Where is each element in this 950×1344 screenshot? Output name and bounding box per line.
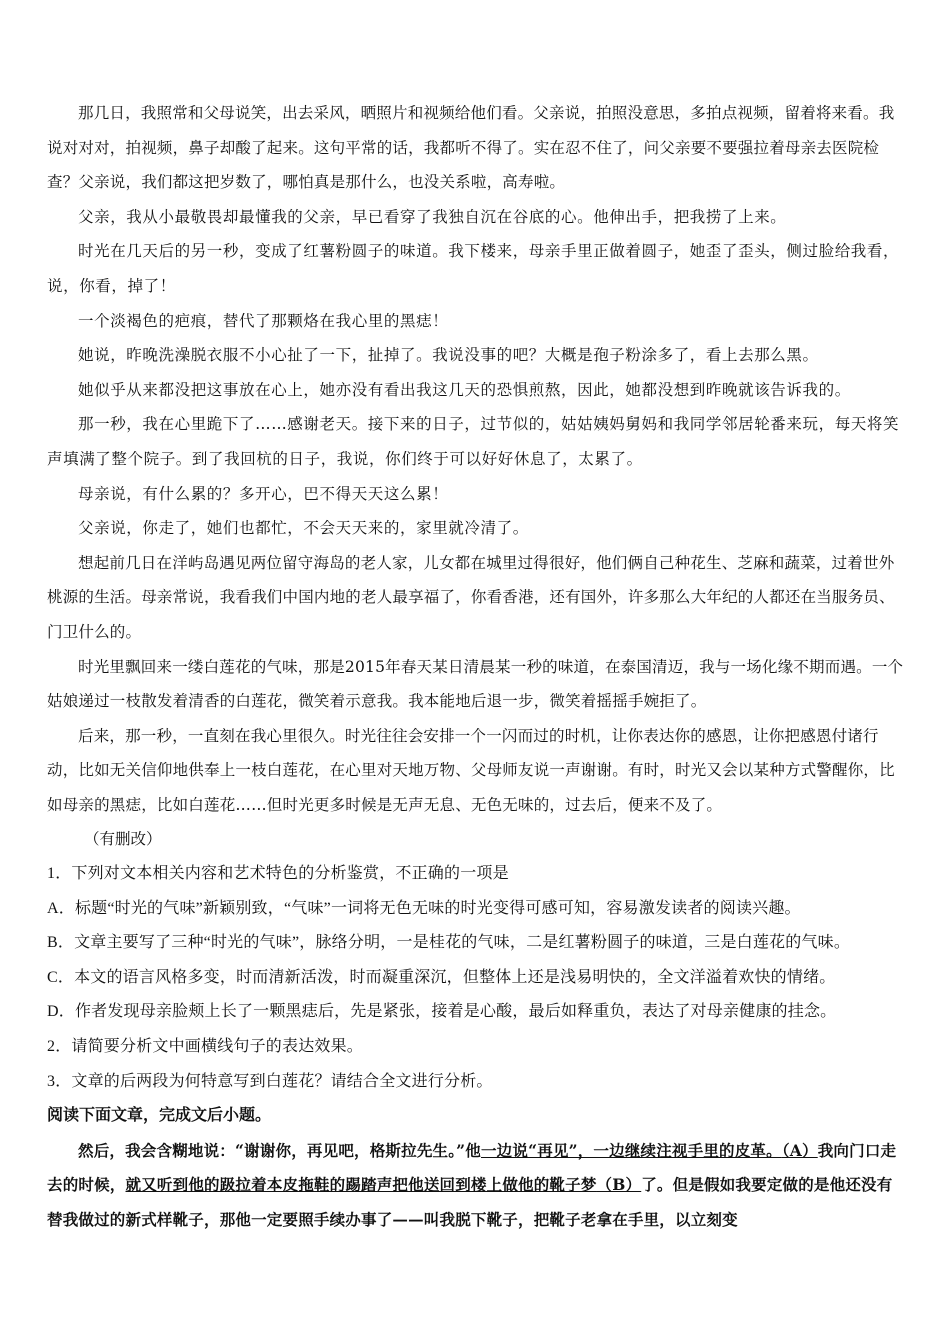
paragraph-11: 时光里飘回来一缕白莲花的气味，那是2015年春天某日清晨某一秒的味道，在泰国清迈，我与一场化缘不期而遇。一个姑娘递过一枝散发着清香的白莲花，微笑着示意我。我本能地后退一步，微笑着摇摇手婉拒了。 bbox=[47, 657, 904, 711]
question-1-option-c: C．本文的语言风格多变，时而清新活泼，时而凝重深沉，但整体上还是浅易明快的，全文洋溢着欢快的情绪。 bbox=[47, 968, 836, 986]
paragraph-12: 后来，那一秒，一直刻在我心里很久。时光往往会安排一个一闪而过的时机，让你表达你的感恩，让你把感恩付诸行动，比如无关信仰地供奉上一枝白莲花，在心里对天地万物、父母师友说一声谢谢。有时，时光又会以某种方式警醒你，比如母亲的黑痣，比如白莲花……但时光更多时候是无声无息、无色无味的，过去后，便来不及了。 bbox=[47, 726, 895, 814]
paragraph-4: 一个淡褐色的疤痕，替代了那颗烙在我心里的黑痣！ bbox=[78, 311, 449, 330]
question-1-option-b: B．文章主要写了三种“时光的气味”，脉络分明，一是桂花的气味，二是红薯粉圆子的味道，三是白莲花的气味。 bbox=[47, 934, 851, 952]
paragraph-10: 想起前几日在洋屿岛遇见两位留守海岛的老人家，儿女都在城里过得很好，他们俩自己种花生、芝麻和蔬菜，过着世外桃源的生活。母亲常说，我看我们中国内地的老人最享福了，你看香港，还有国外，许多那么大年纪的人都还在当服务员、门卫什么的。 bbox=[47, 553, 895, 641]
paragraph-6: 她似乎从来都没把这事放在心上，她亦没有看出我这几天的恐惧煎熬，因此，她都没想到昨晚就该告诉我的。 bbox=[78, 380, 851, 399]
underlined-sentence-b: 就又听到他的趿拉着本皮拖鞋的踢踏声把他送回到楼上做他的靴子梦 bbox=[125, 1175, 597, 1195]
paragraph-2: 父亲，我从小最敬畏却最懂我的父亲，早已看穿了我独自沉在谷底的心。他伸出手，把我捞了上来。 bbox=[78, 207, 787, 226]
passage-2-paragraph bbox=[47, 1134, 905, 1238]
page-content bbox=[47, 96, 905, 1238]
question-1-option-a: A．标题“时光的气味”新颖别致，“气味”一词将无色无味的时光变得可感可知，容易激发读者的阅读兴趣。 bbox=[47, 899, 801, 917]
paragraph-8: 母亲说，有什么累的？多开心，巴不得天天这么累！ bbox=[78, 484, 449, 503]
paragraph-1: 那几日，我照常和父母说笑，出去采风，晒照片和视频给他们看。父亲说，拍照没意思，多拍点视频，留着将来看。我说对对对，拍视频，鼻子却酸了起来。这句平常的话，我都听不得了。实在忍不住了，问父亲要不要强拉着母亲去医院检查？父亲说，我们都这把岁数了，哪怕真是那什么，也没关系啦，高寿啦。 bbox=[47, 104, 895, 192]
question-3: 3．文章的后两段为何特意写到白莲花？请结合全文进行分析。 bbox=[47, 1072, 493, 1090]
paragraph-7: 那一秒，我在心里跪下了……感谢老天。接下来的日子，过节似的，姑姑姨妈舅妈和我同学邻居轮番来玩，每天将笑声填满了整个院子。到了我回杭的日子，我说，你们终于可以好好休息了，太累了。 bbox=[47, 415, 900, 468]
paragraph-9: 父亲说，你走了，她们也都忙，不会天天来的，家里就冷清了。 bbox=[78, 519, 529, 538]
question-2: 2．请简要分析文中画横线句子的表达效果。 bbox=[47, 1038, 364, 1056]
marker-b: （B） bbox=[596, 1175, 642, 1195]
question-1-stem: 1．下列对文本相关内容和艺术特色的分析鉴赏，不正确的一项是 bbox=[47, 865, 509, 883]
section-heading: 阅读下面文章，完成文后小题。 bbox=[47, 1107, 272, 1125]
question-1-option-d: D．作者发现母亲脸颊上长了一颗黑痣后，先是紧张，接着是心酸，最后如释重负，表达了对母亲健康的挂念。 bbox=[47, 1003, 837, 1021]
source-note: （有删改） bbox=[84, 830, 162, 849]
paragraph-5: 她说，昨晚洗澡脱衣服不小心扯了一下，扯掉了。我说没事的吧？大概是孢子粉涂多了，看上去那么黑。 bbox=[78, 346, 819, 365]
marker-a: （A） bbox=[781, 1140, 818, 1160]
passage-2-text-c: 了。但是假如我要定做的是他还没有替我做过的新式样靴子，那他一定要照手续办事了——叫我脱下靴子，把靴子老拿在手里，以立刻变 bbox=[47, 1175, 893, 1229]
passage-2-text-a: 然后，我会含糊地说：“谢谢你，再见吧，格斯拉先生。”他 bbox=[78, 1140, 481, 1160]
passage-2-text-b: 我向门口走去的时候， bbox=[47, 1140, 897, 1195]
paragraph-3: 时光在几天后的另一秒，变成了红薯粉圆子的味道。我下楼来，母亲手里正做着圆子，她歪了歪头，侧过脸给我看，说，你看，掉了！ bbox=[47, 242, 900, 295]
underlined-sentence-a: 一边说“再见”，一边继续注视手里的皮革。 bbox=[480, 1140, 782, 1160]
